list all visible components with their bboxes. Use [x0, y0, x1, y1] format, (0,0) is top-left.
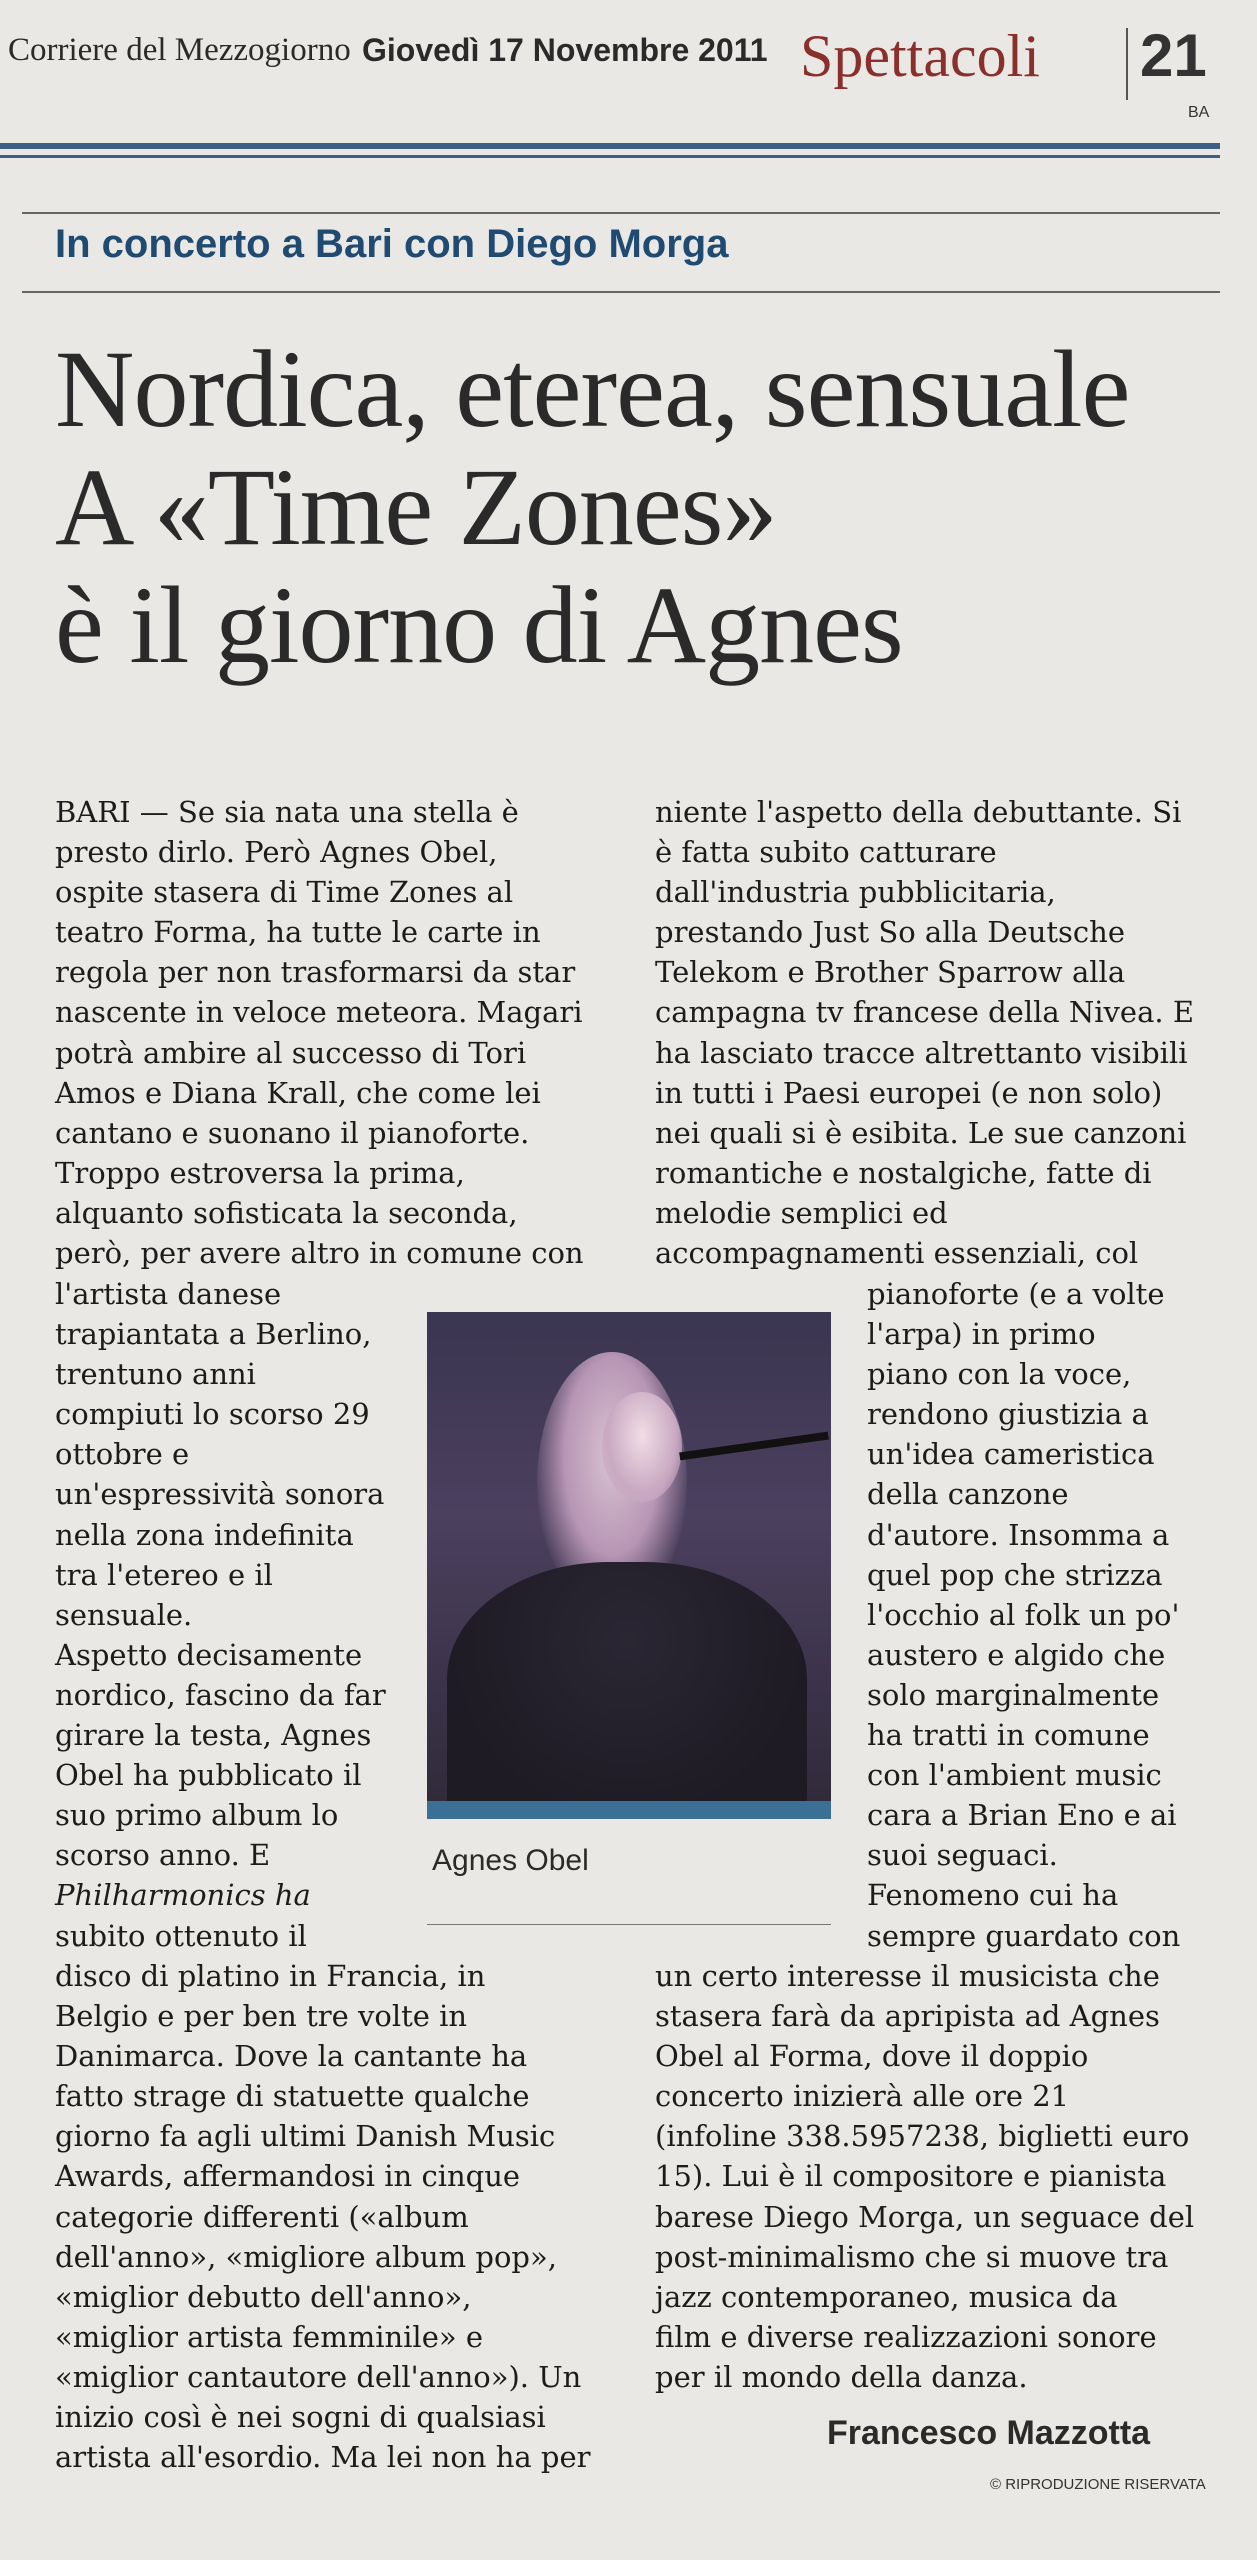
body-text-line: artista all'esordio. Ma lei non ha per	[55, 2440, 591, 2475]
body-text-line: disco di platino in Francia, in	[55, 1959, 486, 1993]
body-text-line: accompagnamenti essenziali, col	[655, 1236, 1139, 1271]
body-text-line: cara a Brian Eno e ai	[867, 1798, 1177, 1833]
body-text-line: «miglior cantautore dell'anno»). Un	[55, 2359, 582, 2394]
column-2-top	[655, 792, 1194, 1273]
body-text-line: Belgio e per ben tre volte in	[55, 1999, 468, 2034]
newspaper-name: Corriere del Mezzogiorno	[8, 32, 351, 68]
body-text-line: nascente in veloce meteora. Magari	[55, 995, 583, 1030]
photo-body	[447, 1562, 807, 1819]
body-text-line: solo marginalmente	[867, 1677, 1160, 1712]
page-header	[0, 0, 1257, 150]
body-text-line: è fatta subito catturare	[655, 835, 997, 870]
article-headline	[55, 330, 1215, 684]
body-text-line: con l'ambient music	[867, 1758, 1162, 1793]
body-text-line: potrà ambire al successo di Tori	[55, 1035, 527, 1070]
body-text-line: concerto inizierà alle ore 21	[655, 2079, 1070, 2114]
column-2-narrow	[867, 1274, 1180, 1956]
body-text-line: cantano e suonano il pianoforte.	[55, 1115, 530, 1150]
column-1-bottom	[55, 1956, 590, 2477]
body-text-line: quel pop che strizza	[867, 1557, 1163, 1592]
body-text-line: d'autore. Insomma a	[867, 1517, 1170, 1552]
kicker-rule-top	[22, 212, 1220, 214]
body-text-line: sensuale.	[55, 1597, 193, 1632]
body-text-line: nei quali si è esibita. Le sue canzoni	[655, 1115, 1187, 1150]
body-text-line: della canzone	[867, 1477, 1069, 1512]
body-text-line: presto dirlo. Però Agnes Obel,	[55, 835, 498, 870]
body-text-line: suo primo album lo	[55, 1798, 339, 1833]
body-text-line: BARI — Se sia nata una stella è	[55, 795, 519, 829]
body-text-line: l'arpa) in primo	[867, 1317, 1096, 1352]
body-text-line: Telekom e Brother Sparrow alla	[655, 955, 1126, 990]
body-text-line: Amos e Diana Krall, che come lei	[55, 1075, 541, 1110]
body-text-line: barese Diego Morga, un seguace del	[655, 2199, 1195, 2234]
body-text-line: stasera farà da apripista ad Agnes	[655, 1999, 1160, 2034]
body-text-line: Philharmonics ha	[55, 1878, 311, 1913]
body-text-line: «miglior debutto dell'anno»,	[55, 2279, 472, 2314]
body-text-line: Awards, affermandosi in cinque	[55, 2159, 521, 2194]
body-text-line: ospite stasera di Time Zones al	[55, 875, 514, 910]
column-2-bottom	[655, 1956, 1194, 2397]
edition-code: BA	[1188, 104, 1210, 121]
body-text-line: trapiantata a Berlino,	[55, 1317, 372, 1352]
body-text-line: in tutti i Paesi europei (e non solo)	[655, 1075, 1163, 1110]
article-kicker: In concerto a Bari con Diego Morga	[55, 222, 729, 266]
body-text-line: nordico, fascino da far	[55, 1677, 386, 1712]
body-text-line: subito ottenuto il	[55, 1918, 307, 1953]
microphone-icon	[679, 1432, 829, 1461]
body-text-line: ha lasciato tracce altrettanto visibili	[655, 1035, 1188, 1070]
headline-line: è il giorno di Agnes	[55, 564, 903, 686]
body-text-line: nella zona indefinita	[55, 1517, 354, 1552]
body-text-line: romantiche e nostalgiche, fatte di	[655, 1155, 1152, 1190]
column-1-top	[55, 792, 584, 1273]
body-text-line: pianoforte (e a volte	[867, 1277, 1165, 1311]
body-text-line: dall'industria pubblicitaria,	[655, 875, 1056, 910]
body-text-line: l'occhio al folk un po'	[867, 1597, 1180, 1632]
body-text-line: un certo interesse il musicista che	[655, 1959, 1160, 1993]
body-text-line: trentuno anni	[55, 1357, 256, 1392]
body-text-line: però, per avere altro in comune con	[55, 1236, 584, 1271]
headline-line: A «Time Zones»	[55, 446, 777, 568]
body-text-line: sempre guardato con	[867, 1918, 1181, 1953]
body-text-line: jazz contemporaneo, musica da	[655, 2279, 1118, 2314]
body-text-line: Obel ha pubblicato il	[55, 1758, 362, 1793]
issue-date: Giovedì 17 Novembre 2011	[362, 32, 768, 68]
copyright-notice: © RIPRODUZIONE RISERVATA	[990, 2476, 1206, 2493]
body-text-line: Danimarca. Dove la cantante ha	[55, 2039, 528, 2074]
body-text-line: categorie differenti («album	[55, 2199, 469, 2234]
body-text-line: Fenomeno cui ha	[867, 1878, 1119, 1913]
body-text-line: ha tratti in comune	[867, 1718, 1150, 1753]
headline-line: Nordica, eterea, sensuale	[55, 328, 1130, 450]
kicker-rule-bottom	[22, 291, 1220, 293]
body-text-line: girare la testa, Agnes	[55, 1718, 372, 1753]
column-1-narrow	[55, 1274, 386, 1956]
photo-caption: Agnes Obel	[432, 1844, 589, 1877]
body-text-line: un'idea cameristica	[867, 1437, 1155, 1472]
body-text-line: suoi seguaci.	[867, 1838, 1058, 1873]
body-text-line: alquanto sofisticata la seconda,	[55, 1195, 518, 1230]
body-text-line: post-minimalismo che si muove tra	[655, 2239, 1169, 2274]
body-text-line: austero e algido che	[867, 1637, 1166, 1672]
body-text-line: Troppo estroversa la prima,	[55, 1155, 465, 1190]
body-text-line: l'artista danese	[55, 1277, 282, 1311]
body-text-line: (infoline 338.5957238, biglietti euro	[655, 2119, 1190, 2154]
body-text-line: regola per non trasformarsi da star	[55, 955, 576, 990]
body-text-line: rendono giustizia a	[867, 1397, 1149, 1432]
body-text-line: prestando Just So alla Deutsche	[655, 915, 1125, 950]
article-byline: Francesco Mazzotta	[827, 2414, 1151, 2452]
section-title: Spettacoli	[800, 23, 1040, 89]
body-text-line: fatto strage di statuette qualche	[55, 2079, 530, 2114]
page-number: 21	[1140, 22, 1207, 89]
photo-face	[602, 1392, 682, 1502]
body-text-line: niente l'aspetto della debuttante. Si	[655, 795, 1182, 829]
body-text-line: «miglior artista femminile» e	[55, 2319, 483, 2354]
body-text-line: piano con la voce,	[867, 1357, 1132, 1392]
header-rule-top	[0, 143, 1220, 149]
body-text-line: film e diverse realizzazioni sonore	[655, 2319, 1157, 2354]
body-text-line: inizio così è nei sogni di qualsiasi	[55, 2400, 546, 2435]
body-text-line: teatro Forma, ha tutte le carte in	[55, 915, 541, 950]
body-text-line: dell'anno», «migliore album pop»,	[55, 2239, 557, 2274]
body-text-line: un'espressività sonora	[55, 1477, 385, 1512]
body-text-line: compiuti lo scorso 29	[55, 1397, 370, 1432]
photo-strip	[427, 1801, 831, 1819]
body-text-line: ottobre e	[55, 1437, 190, 1472]
header-separator	[1126, 28, 1128, 100]
caption-rule	[427, 1924, 831, 1925]
body-text-line: campagna tv francese della Nivea. E	[655, 995, 1194, 1030]
body-text-line: 15). Lui è il compositore e pianista	[655, 2159, 1167, 2194]
body-text-line: scorso anno. E	[55, 1838, 271, 1873]
body-text-line: tra l'etereo e il	[55, 1557, 273, 1592]
header-rule-bottom	[0, 155, 1220, 158]
body-text-line: giorno fa agli ultimi Danish Music	[55, 2119, 556, 2154]
body-text-line: Obel al Forma, dove il doppio	[655, 2039, 1089, 2074]
body-text-line: melodie semplici ed	[655, 1195, 948, 1230]
article-photo	[427, 1312, 831, 1819]
body-text-line: per il mondo della danza.	[655, 2359, 1028, 2394]
body-text-line: Aspetto decisamente	[55, 1637, 363, 1672]
